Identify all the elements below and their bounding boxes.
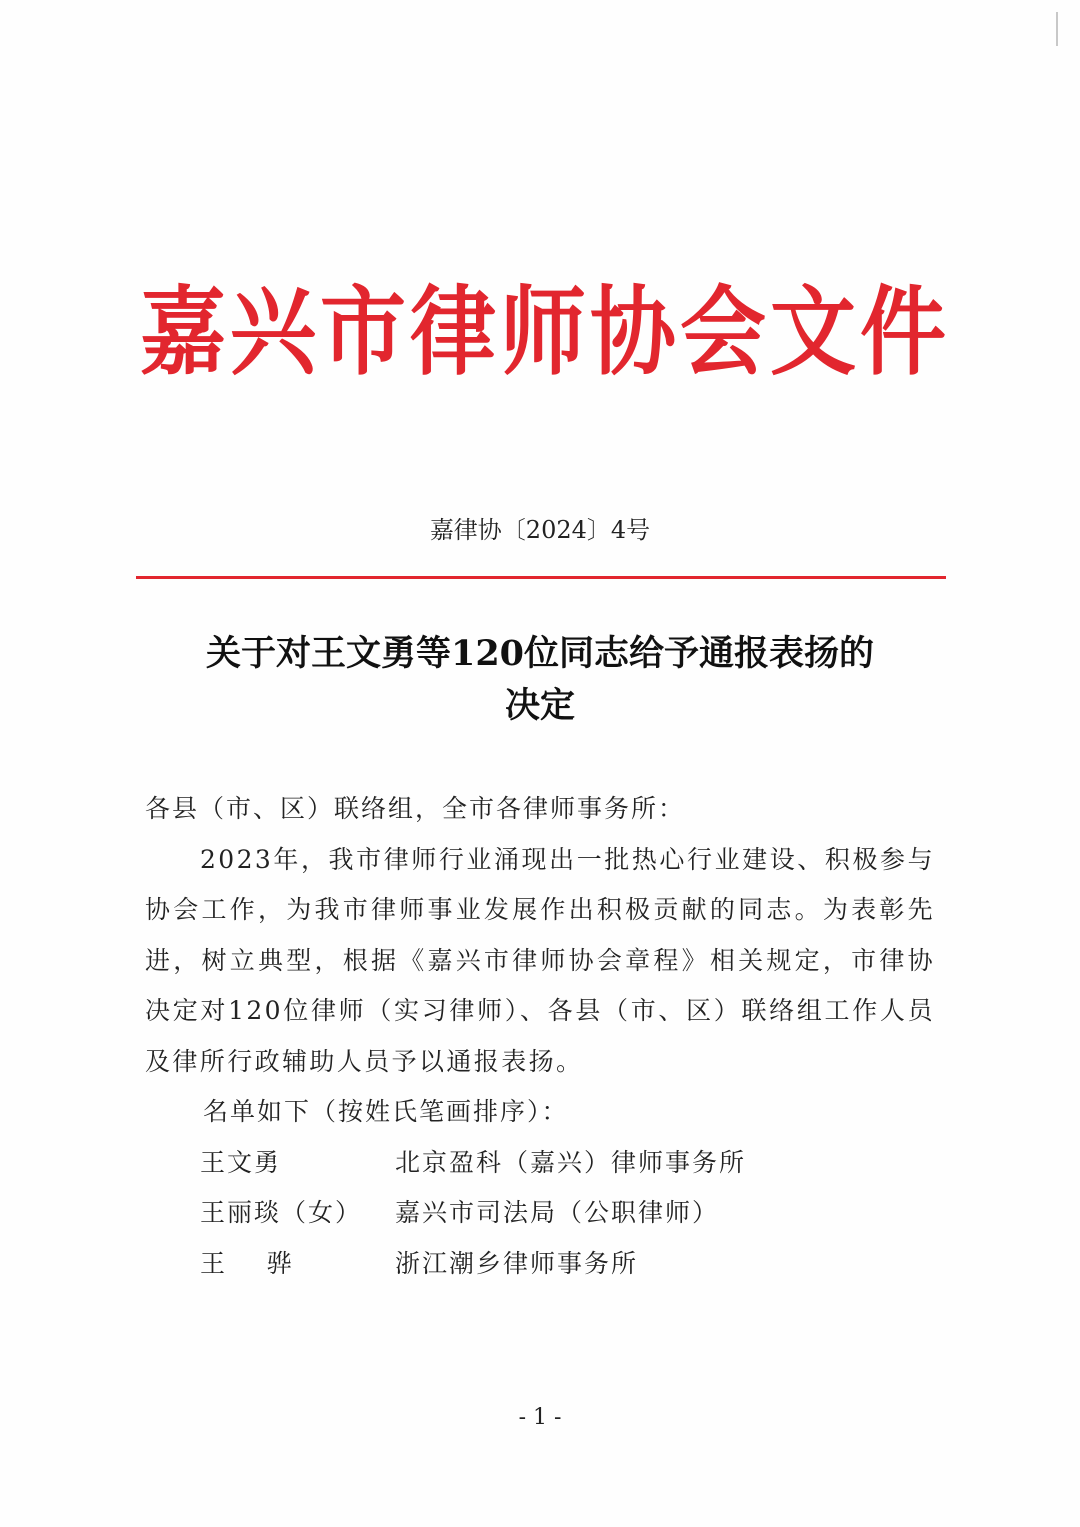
document-body (145, 784, 935, 1289)
scan-corner-mark (1056, 12, 1058, 46)
title-line-1: 关于对王文勇等120位同志给予通报表扬的 (205, 633, 875, 674)
roster-row (145, 1138, 935, 1189)
title-line-2: 决定 (504, 685, 575, 726)
document-masthead: 嘉兴市律师协会文件 (140, 277, 950, 390)
roster-row (145, 1188, 935, 1239)
roster-organization: 浙江潮乡律师事务所 (395, 1248, 639, 1278)
roster-organization: 北京盈科（嘉兴）律师事务所 (395, 1147, 747, 1177)
page-number: - 1 - (518, 1405, 562, 1430)
roster-organization: 嘉兴市司法局（公职律师） (395, 1198, 720, 1227)
salutation: 各县（市、区）联络组，全市各律师事务所： (145, 794, 686, 823)
document-title (130, 628, 950, 732)
roster-name: 王 骅 (200, 1248, 294, 1278)
roster-name: 王文勇 (200, 1147, 282, 1177)
roster-name: 王丽琰（女） (200, 1198, 363, 1227)
masthead-divider (136, 576, 946, 579)
roster-heading: 名单如下（按姓氏笔画排序）： (203, 1097, 569, 1126)
document-number: 嘉律协〔2024〕4号 (429, 516, 651, 544)
body-paragraph: 2023年，我市律师行业涌现出一批热心行业建设、积极参与协会工作，为我市律师事业发展作出积极贡献的同志。为表彰先进，树立典型，根据《嘉兴市律师协会章程》相关规定，市律协决定对120位律师（实习律师）、各县（市、区）联络组工作人员及律所行政辅助人员予以通报表扬。 (145, 844, 935, 1076)
commendation-roster (145, 1138, 935, 1290)
roster-row (145, 1239, 935, 1290)
